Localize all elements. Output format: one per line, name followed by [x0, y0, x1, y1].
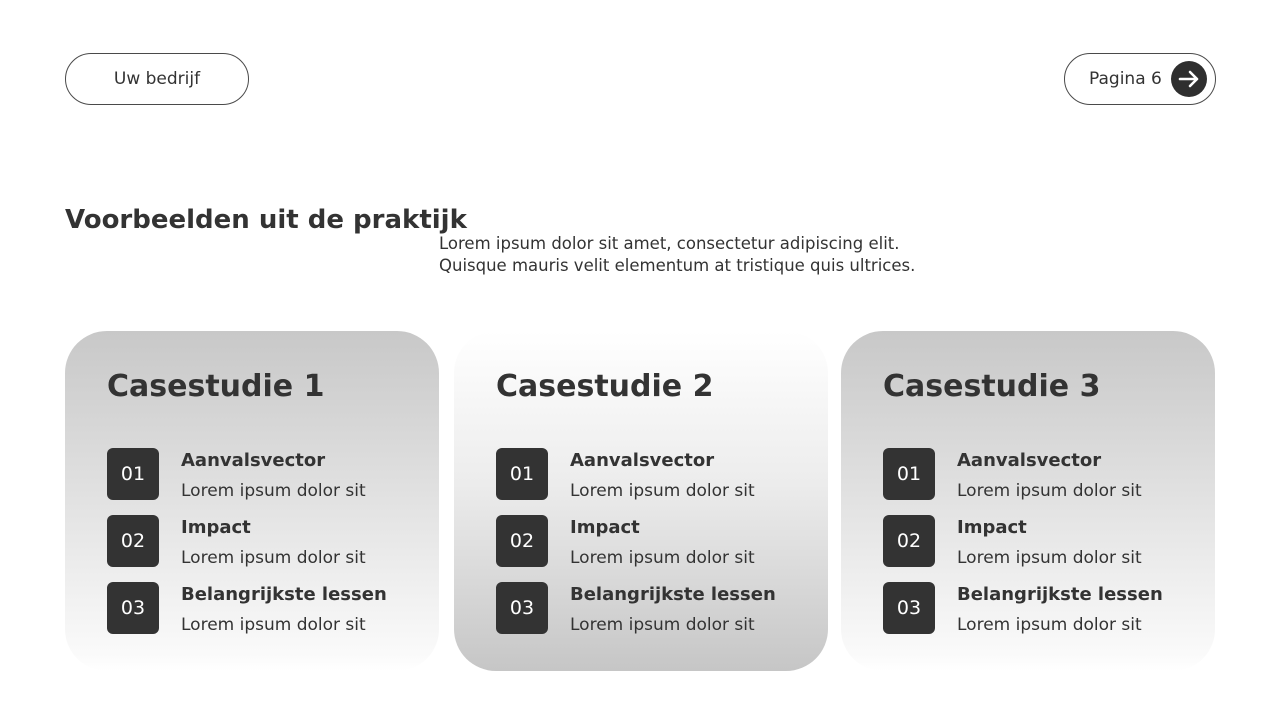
number-badge: 02 [496, 515, 548, 567]
list-item [496, 448, 755, 503]
card-title: Casestudie 3 [883, 369, 1101, 404]
page-title: Voorbeelden uit de praktijk [65, 205, 467, 235]
intro-line-2: Quisque mauris velit elementum at tristique quis ultrices. [439, 256, 916, 275]
number-badge: 02 [107, 515, 159, 567]
list-item [107, 448, 366, 503]
item-title: Belangrijkste lessen [957, 584, 1163, 605]
list-item [883, 582, 1163, 637]
item-text: Lorem ipsum dolor sit [957, 615, 1142, 635]
page-pill[interactable] [1064, 53, 1216, 105]
item-title: Aanvalsvector [957, 450, 1102, 471]
item-title: Belangrijkste lessen [570, 584, 776, 605]
card-title: Casestudie 2 [496, 369, 714, 404]
item-title: Aanvalsvector [570, 450, 715, 471]
number-badge: 02 [883, 515, 935, 567]
card-title: Casestudie 1 [107, 369, 325, 404]
item-title: Belangrijkste lessen [181, 584, 387, 605]
intro-line-1: Lorem ipsum dolor sit amet, consectetur adipiscing elit. [439, 234, 900, 253]
number-badge: 03 [107, 582, 159, 634]
item-title: Aanvalsvector [181, 450, 326, 471]
number-badge: 03 [883, 582, 935, 634]
item-text: Lorem ipsum dolor sit [181, 548, 366, 568]
company-pill[interactable] [65, 53, 249, 105]
next-page-button[interactable] [1171, 61, 1207, 97]
item-text: Lorem ipsum dolor sit [957, 481, 1142, 501]
number-badge: 01 [496, 448, 548, 500]
item-title: Impact [181, 517, 251, 538]
list-item [107, 515, 366, 570]
list-item [883, 448, 1142, 503]
number-badge: 01 [107, 448, 159, 500]
item-text: Lorem ipsum dolor sit [181, 615, 366, 635]
list-item [496, 515, 755, 570]
item-text: Lorem ipsum dolor sit [570, 615, 755, 635]
list-item [107, 582, 387, 637]
number-badge: 01 [883, 448, 935, 500]
arrow-right-icon [1177, 67, 1201, 91]
intro-description [439, 233, 915, 277]
case-study-card-1 [65, 331, 439, 671]
item-title: Impact [957, 517, 1027, 538]
case-study-card-3 [841, 331, 1215, 671]
item-text: Lorem ipsum dolor sit [957, 548, 1142, 568]
number-badge: 03 [496, 582, 548, 634]
item-title: Impact [570, 517, 640, 538]
item-text: Lorem ipsum dolor sit [181, 481, 366, 501]
list-item [496, 582, 776, 637]
item-text: Lorem ipsum dolor sit [570, 548, 755, 568]
page-label: Pagina 6 [1089, 69, 1162, 89]
case-study-card-2 [454, 331, 828, 671]
company-label: Uw bedrijf [113, 69, 201, 89]
item-text: Lorem ipsum dolor sit [570, 481, 755, 501]
list-item [883, 515, 1142, 570]
